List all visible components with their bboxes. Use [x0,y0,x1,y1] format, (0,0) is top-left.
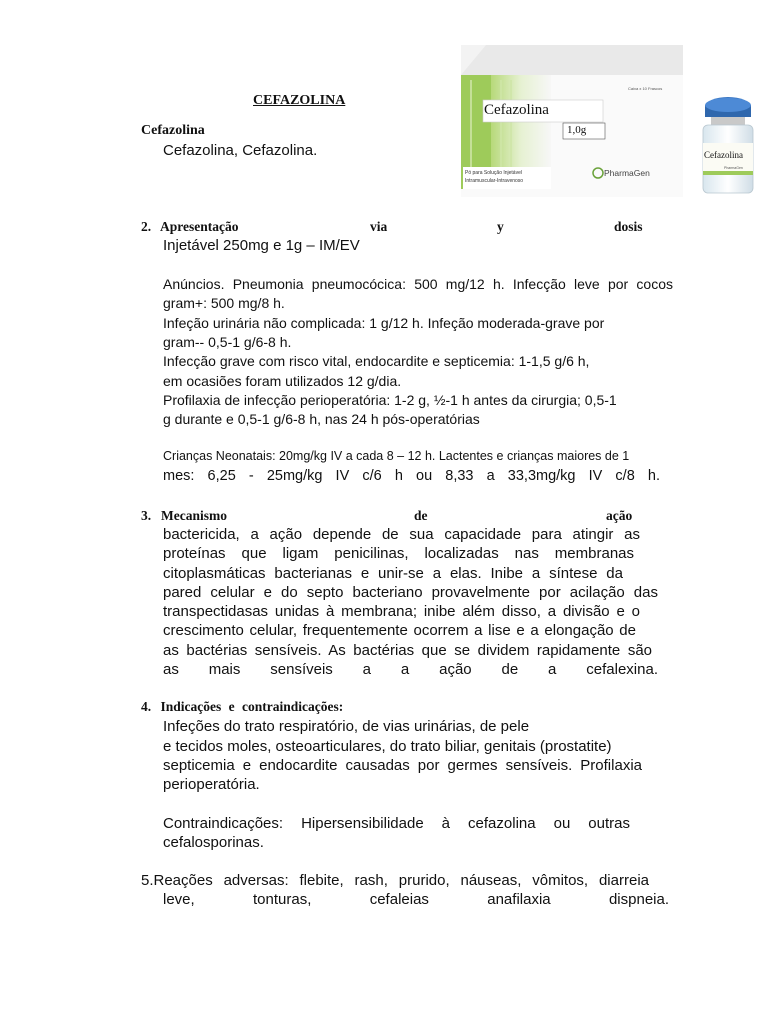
box-brand: PharmaGen [604,168,650,178]
section-4-title: Indicações e contraindicações: [160,699,344,714]
s3-line-6: crescimento celular, frequentemente ocorrem a lise e a elongação de [163,622,636,639]
s2-line-1: Injetável 250mg e 1g – IM/EV [163,237,360,254]
section-2-word-2: via [370,219,388,234]
s2-line-10: Crianças Neonatais: 20mg/kg IV a cada 8 – 12 h. Lactentes e crianças maiores de 1 [163,449,630,463]
s2-line-5: gram-- 0,5-1 g/6-8 h. [163,334,292,350]
section-3-word-2: de [414,508,428,523]
s5-line-1: 5.Reações adversas: flebite, rash, prurido, náuseas, vômitos, diarreia [141,872,649,889]
s4-line-2: e tecidos moles, osteoarticulares, do trato biliar, genitais (prostatite) [163,738,612,755]
section-3-word-3: ação [606,508,633,523]
s2-line-7: em ocasiões foram utilizados 12 g/dia. [163,373,402,389]
s2-line-8: Profilaxia de infecção perioperatória: 1-2 g, ½-1 h antes da cirurgia; 0,5-1 [163,392,617,408]
s2-line-11: mes: 6,25 - 25mg/kg IV c/6 h ou 8,33 a 33,3mg/kg IV c/8 h. [163,468,660,484]
s2-line-6: Infecção grave com risco vital, endocardite e septicemia: 1-1,5 g/6 h, [163,353,590,369]
section-2-word-3: y [497,219,504,234]
s4-line-5: Contraindicações: Hipersensibilidade à cefazolina ou outras [163,815,630,832]
box-top-note: Caixa x 10 Frascos [628,86,663,91]
box-label: Cefazolina [484,102,549,118]
vial-label: Cefazolina [704,150,743,160]
s3-line-5: transpectidasas unidas à membrana; inibe além disso, a divisão e o [163,603,640,620]
section-4-number: 4. [141,699,152,714]
s2-line-9: g durante e 0,5-1 g/6-8 h, nas 24 h pós-operatórias [163,411,480,427]
s4-line-1: Infeções do trato respiratório, de vias urinárias, de pele [163,718,530,735]
section-3-word-1: Mecanismo [161,508,227,523]
s2-line-2: Anúncios. Pneumonia pneumocócica: 500 mg/12 h. Infecção leve por cocos [163,276,673,292]
section-4-heading [141,699,343,715]
drug-names-line: Cefazolina, Cefazolina. [163,142,318,159]
section-2-heading [141,219,646,237]
s3-line-2: proteínas que ligam penicilinas, localizadas nas membranas [163,545,634,562]
s3-line-8: as mais sensíveis a a ação de a cefalexina. [163,661,658,678]
box-dose: 1,0g [567,124,587,136]
section-3-heading [141,508,636,526]
s4-line-6: cefalosporinas. [163,834,264,851]
s5-line-2: leve, tonturas, cefaleias anafilaxia dispneia. [163,891,669,908]
section-2-word-1: Apresentação [160,219,239,234]
section-2-number: 2. [141,219,152,234]
section-3-number: 3. [141,508,152,523]
s2-line-4: Infeção urinária não complicada: 1 g/12 h. Infeção moderada-grave por [163,315,605,331]
vial-image [699,97,757,197]
vial-brand: PharmaGen [724,166,743,170]
box-small-text-2: Intramuscular-Intravenoso [465,178,524,184]
s3-line-4: pared celular e do septo bacteriano provavelmente por acilação das [163,584,658,601]
document-title: CEFAZOLINA [253,93,346,108]
s4-line-4: perioperatória. [163,776,260,793]
section-2-word-4: dosis [614,219,643,234]
s3-line-3: citoplasmáticas bacterianas e unir-se a elas. Inibe a síntese da [163,565,623,582]
drug-heading: Cefazolina [141,123,205,138]
s3-line-7: as bactérias sensíveis. As bactérias que se dividem rapidamente são [163,642,652,659]
box-small-text-1: Pó para Solução Injetável [465,170,522,176]
s3-line-1: bactericida, a ação depende de sua capacidade para atingir as [163,526,640,543]
s2-line-3: gram+: 500 mg/8 h. [163,295,285,311]
s4-line-3: septicemia e endocardite causadas por germes sensíveis. Profilaxia [163,757,642,774]
